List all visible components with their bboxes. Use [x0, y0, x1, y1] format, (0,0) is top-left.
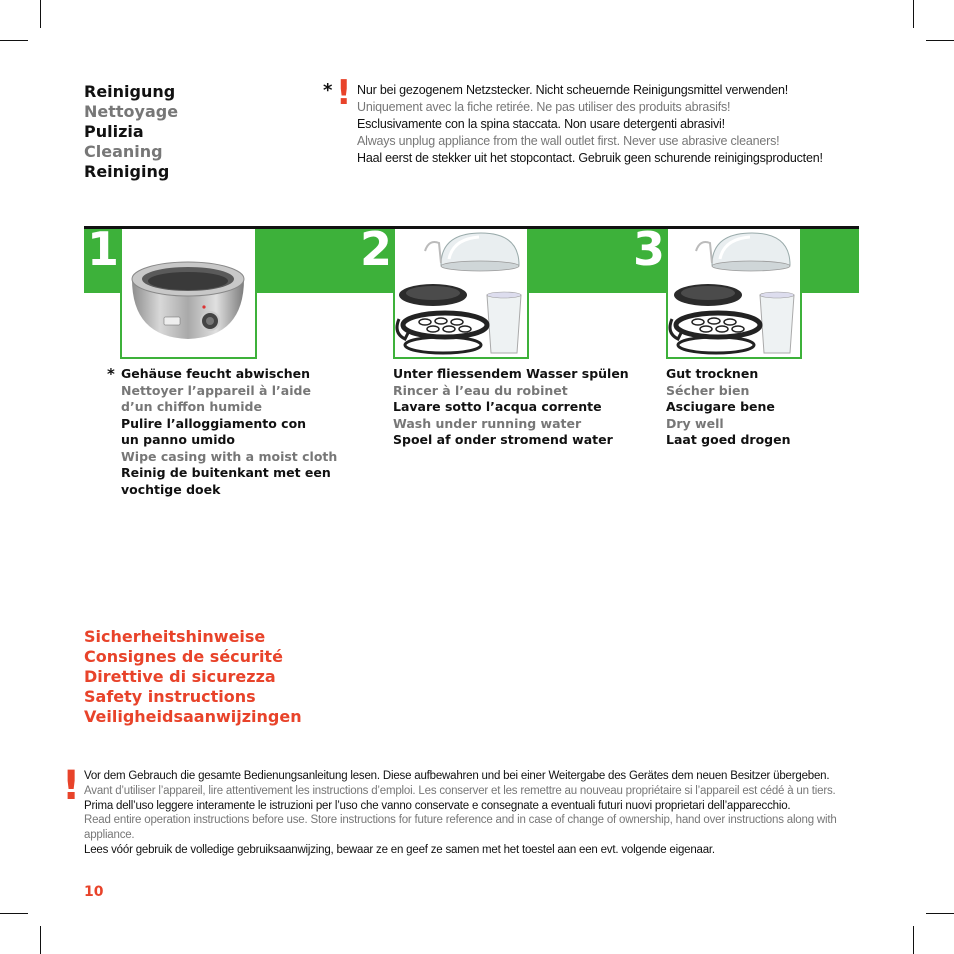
heading-de: Reinigung	[84, 82, 176, 101]
safety-line-fr: Avant d’utiliser l’appareil, lire attentivement les instructions d’emploi. Les conserver et les remettre au nouveau propriétaire si l’appareil est cédé à un tiers.	[84, 784, 836, 797]
step-number-2: 2	[360, 222, 393, 276]
cleaning-heading	[84, 82, 178, 182]
step-1-line: Pulire l’alloggiamento con	[121, 415, 307, 431]
safety-line-en: Read entire operation instructions before use. Store instructions for future reference and in case of change of ownership, hand over instructions along with appliance.	[84, 814, 837, 842]
step-2-text	[393, 366, 629, 449]
safety-heading-it: Direttive di sicurezza	[84, 667, 276, 686]
safety-heading-de: Sicherheitshinweise	[84, 627, 266, 646]
safety-line-nl: Lees vóór gebruik de volledige gebruiksaanwijzing, bewaar ze en geef ze samen met het toestel aan een evt. volgende eigenaar.	[84, 843, 715, 856]
asterisk-mark: *	[323, 80, 333, 101]
step-2-line: Wash under running water	[393, 415, 582, 431]
heading-fr: Nettoyage	[84, 102, 179, 121]
page-number: 10	[84, 884, 104, 900]
step-2-line: Lavare sotto l’acqua corrente	[393, 399, 602, 414]
heading-nl: Reiniging	[84, 162, 170, 181]
step-1-line: Gehäuse feucht abwischen	[121, 366, 311, 381]
step-2-line: Rincer à l’eau du robinet	[393, 382, 568, 398]
step-3-line: Dry well	[666, 415, 724, 431]
egg-cooker-photo	[120, 229, 257, 359]
cooker-parts-photo	[393, 229, 529, 359]
crop-mark	[926, 913, 954, 914]
warning-text	[357, 82, 823, 167]
exclamation-icon: !	[62, 763, 81, 809]
safety-heading	[84, 627, 302, 727]
safety-heading-nl: Veiligheidsaanwijzingen	[84, 707, 302, 726]
exclamation-icon: !	[336, 73, 352, 113]
warning-line-nl: Haal eerst de stekker uit het stopcontact. Gebruik geen schurende reinigingsproducten!	[357, 151, 823, 165]
step-1-text	[121, 366, 337, 498]
step-1-line: Wipe casing with a moist cloth	[121, 448, 338, 464]
step-2-line: Unter fliessendem Wasser spülen	[393, 366, 629, 381]
step-number-3: 3	[633, 222, 666, 276]
step-2-line: Spoel af onder stromend water	[393, 432, 613, 447]
crop-mark	[0, 40, 28, 41]
safety-text	[84, 769, 859, 858]
crop-mark	[0, 913, 28, 914]
step-3-text	[666, 366, 791, 449]
green-band	[802, 229, 859, 293]
step-1-line: un panno umido	[121, 432, 236, 447]
crop-mark	[913, 0, 914, 28]
step-1-line: Nettoyer l’appareil à l’aide	[121, 382, 311, 398]
asterisk-mark: *	[107, 365, 115, 383]
step-1-line: vochtige doek	[121, 481, 221, 497]
safety-heading-fr: Consignes de sécurité	[84, 647, 283, 666]
warning-line-en: Always unplug appliance from the wall outlet first. Never use abrasive cleaners!	[357, 134, 780, 148]
step-3-line: Gut trocknen	[666, 366, 759, 381]
safety-heading-en: Safety instructions	[84, 687, 256, 706]
safety-line-it: Prima dell’uso leggere interamente le istruzioni per l’uso che vanno conservate e consegnate a eventuali futuri nuovi proprietari dell’apparecchio.	[84, 799, 791, 812]
crop-mark	[926, 40, 954, 41]
crop-mark	[913, 926, 914, 954]
warning-line-it: Esclusivamente con la spina staccata. Non usare detergenti abrasivi!	[357, 117, 725, 131]
step-3-line: Asciugare bene	[666, 399, 775, 414]
step-number-1: 1	[87, 222, 120, 276]
crop-mark	[40, 0, 41, 28]
step-1-line: Reinig de buitenkant met een	[121, 465, 331, 480]
step-3-line: Laat goed drogen	[666, 432, 791, 447]
warning-line-de: Nur bei gezogenem Netzstecker. Nicht scheuernde Reinigungsmittel verwenden!	[357, 83, 789, 97]
heading-it: Pulizia	[84, 122, 144, 141]
crop-mark	[40, 926, 41, 954]
step-3-line: Sécher bien	[666, 382, 750, 398]
warning-line-fr: Uniquement avec la fiche retirée. Ne pas utiliser des produits abrasifs!	[357, 100, 731, 114]
step-1-line: d’un chiffon humide	[121, 399, 262, 414]
heading-en: Cleaning	[84, 142, 163, 161]
safety-line-de: Vor dem Gebrauch die gesamte Bedienungsanleitung lesen. Diese aufbewahren und bei einer Weitergabe des Gerätes dem neuen Besitzer übergeben.	[84, 770, 830, 782]
cooker-parts-photo	[666, 229, 802, 359]
